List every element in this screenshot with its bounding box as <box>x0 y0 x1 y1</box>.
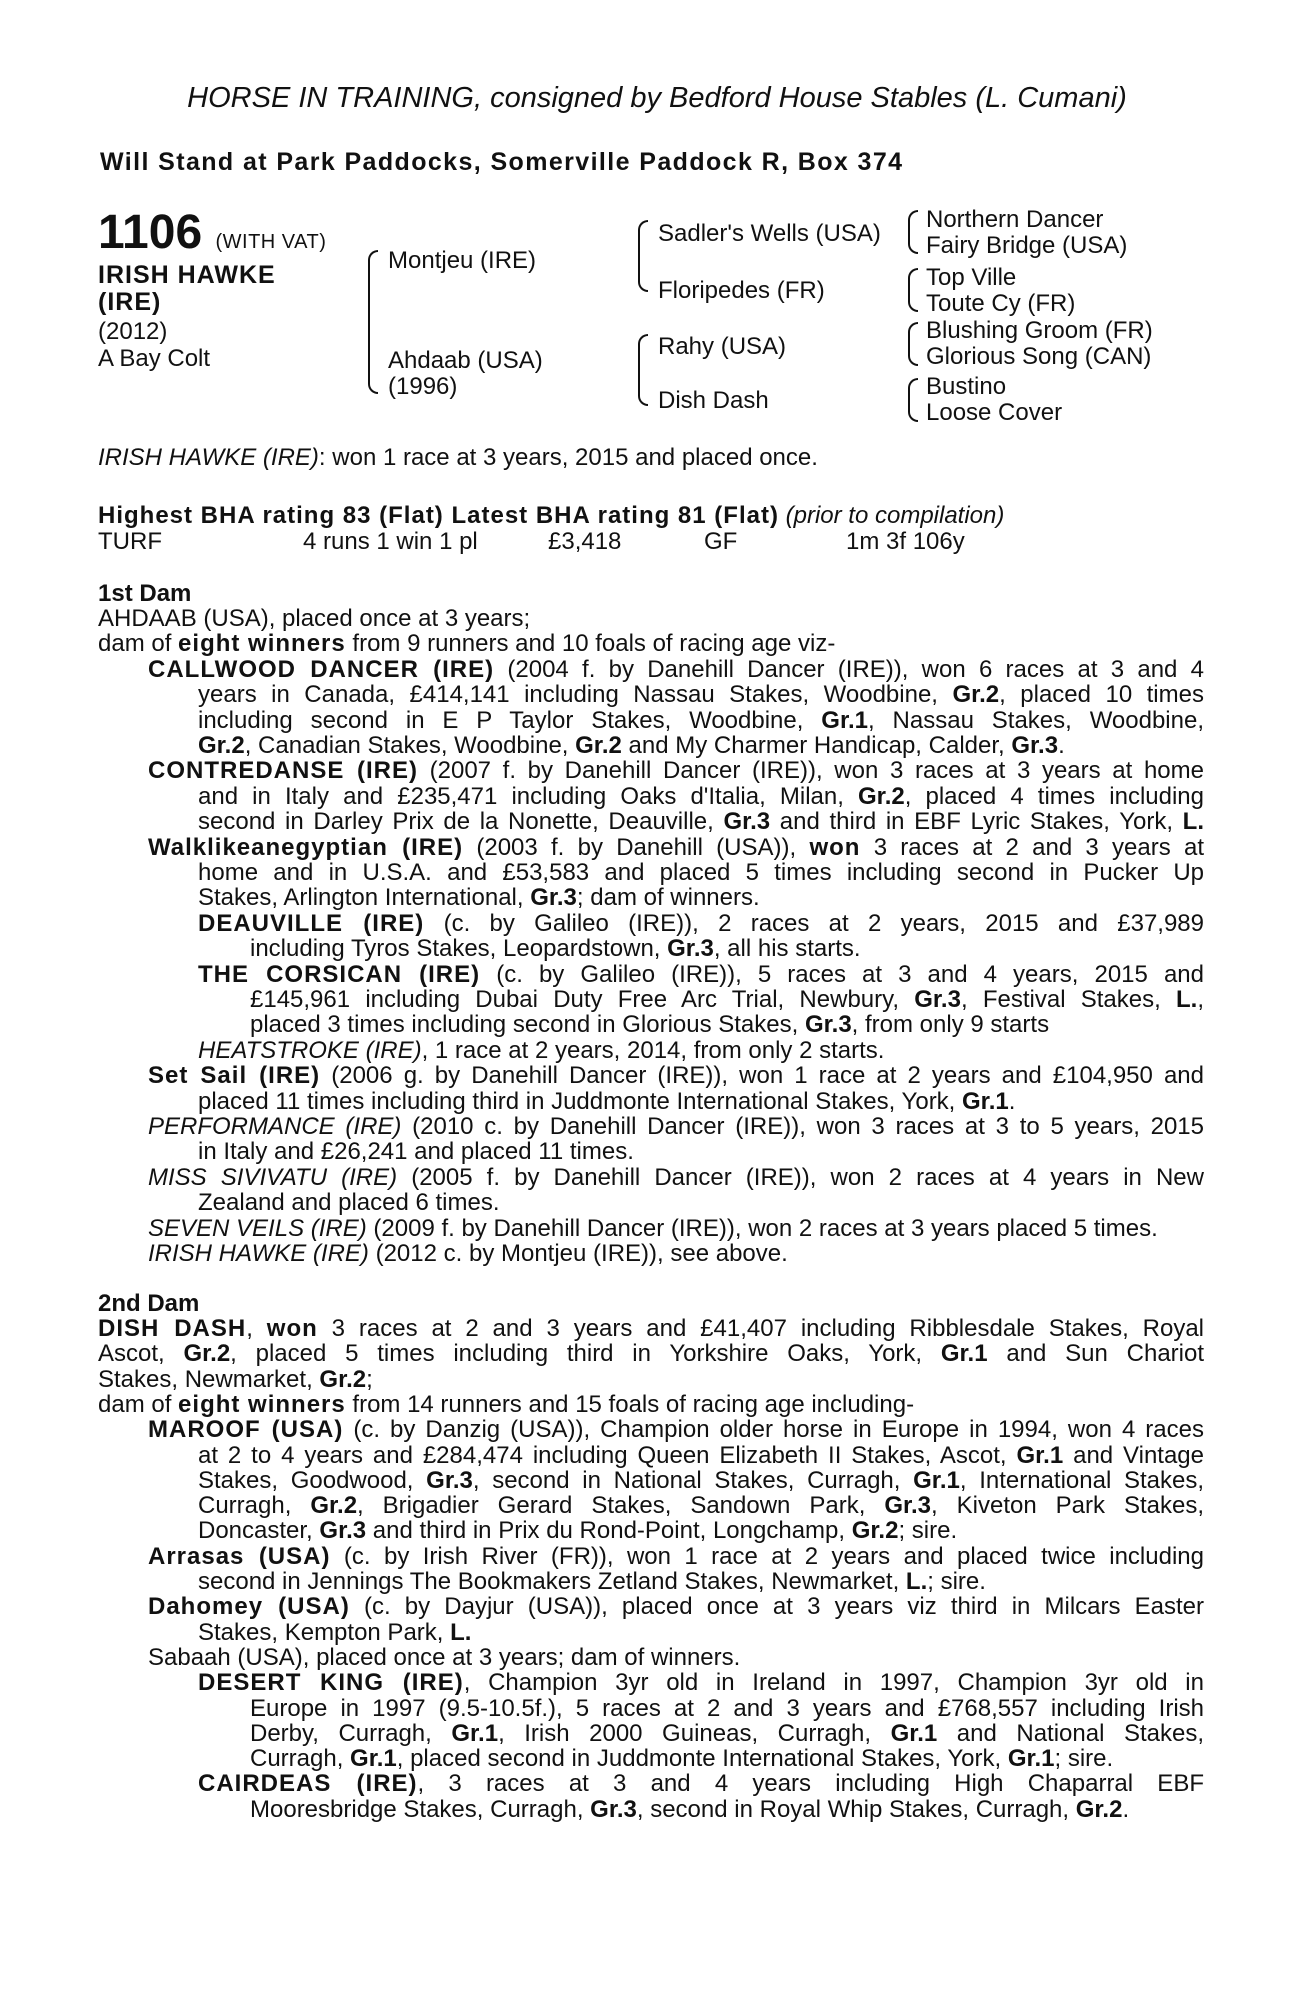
second-dam-heading: 2nd Dam <box>98 1290 200 1317</box>
first-dam-line: second in Darley Prix de la Nonette, Deauville, Gr.3 and third in EBF Lyric Stakes, York, L. <box>198 808 1204 836</box>
consignment-line: HORSE IN TRAINING, consigned by Bedford House Stables (L. Cumani) <box>187 82 1127 114</box>
first-dam-line: PERFORMANCE (IRE) (2010 c. by Danehill Dancer (IRE)), won 3 races at 3 to 5 years, 2015 <box>148 1113 1204 1140</box>
second-dam-line: at 2 to 4 years and £284,474 including Queen Elizabeth II Stakes, Ascot, Gr.1 and Vintage <box>198 1441 1205 1469</box>
first-dam-line: Walklikeanegyptian (IRE) (2003 f. by Danehill (USA)), won 3 races at 2 and 3 years at <box>148 833 1204 861</box>
brace-3d <box>908 378 918 422</box>
second-dam-line: DESERT KING (IRE), Champion 3yr old in Ireland in 1997, Champion 3yr old in <box>198 1669 1204 1697</box>
pedigree-dsd: Glorious Song (CAN) <box>926 343 1152 370</box>
second-dam-line: Sabaah (USA), placed once at 3 years; dam of winners. <box>148 1643 741 1671</box>
first-dam-line: HEATSTROKE (IRE), 1 race at 2 years, 2014, from only 2 starts. <box>198 1036 885 1064</box>
brace-3c <box>908 322 918 366</box>
pedigree-dam-year: (1996) <box>388 373 458 400</box>
first-dam-line: home and in U.S.A. and £53,583 and placed 5 times including second in Pucker Up <box>198 859 1204 886</box>
horse-name-line2: (IRE) <box>98 288 162 316</box>
horse-info <box>98 318 210 372</box>
pedigree-sss: Northern Dancer <box>926 206 1104 233</box>
sire-dam-brace <box>368 250 378 394</box>
second-dam-line: dam of eight winners from 14 runners and 15 foals of racing age including- <box>98 1390 915 1418</box>
second-dam-line: MAROOF (USA) (c. by Danzig (USA)), Champion older horse in Europe in 1994, won 4 races <box>148 1416 1204 1444</box>
first-dam-line: years in Canada, £414,141 including Nassau Stakes, Woodbine, Gr.2, placed 10 times <box>198 681 1204 709</box>
first-dam-line: THE CORSICAN (IRE) (c. by Galileo (IRE)), 5 races at 3 and 4 years, 2015 and <box>198 960 1204 988</box>
foaling-year: (2012) <box>98 318 168 345</box>
bha-rating <box>98 502 1004 530</box>
first-dam-line: Gr.2, Canadian Stakes, Woodbine, Gr.2 and My Charmer Handicap, Calder, Gr.3. <box>198 732 1065 759</box>
second-dam-line: second in Jennings The Bookmakers Zetland Stakes, Newmarket, L.; sire. <box>198 1568 986 1595</box>
second-dam-line: Derby, Curragh, Gr.1, Irish 2000 Guineas, Curragh, Gr.1 and National Stakes, <box>250 1719 1205 1747</box>
first-dam-line: placed 3 times including second in Glorious Stakes, Gr.3, from only 9 starts <box>250 1011 1050 1039</box>
second-dam-line: Stakes, Goodwood, Gr.3, second in National Stakes, Curragh, Gr.1, International Stakes, <box>198 1466 1204 1494</box>
summary-text: : won 1 race at 3 years, 2015 and placed once. <box>318 444 818 471</box>
pedigree-ddd: Loose Cover <box>926 399 1063 426</box>
first-dam-line: IRISH HAWKE (IRE) (2012 c. by Montjeu (IRE)), see above. <box>148 1240 788 1267</box>
first-dam-line: SEVEN VEILS (IRE) (2009 f. by Danehill Dancer (IRE)), won 2 races at 3 years placed 5 times. <box>148 1214 1158 1242</box>
second-dam-line: DISH DASH, won 3 races at 2 and 3 years and £41,407 including Ribblesdale Stakes, Royal <box>98 1315 1204 1342</box>
first-dam-line: MISS SIVIVATU (IRE) (2005 f. by Danehill Dancer (IRE)), won 2 races at 4 years in New <box>148 1163 1204 1191</box>
second-dam-line: Ascot, Gr.2, placed 5 times including third in Yorkshire Oaks, York, Gr.1 and Sun Chariot <box>98 1340 1205 1368</box>
race-summary <box>98 444 818 472</box>
brace-3a <box>908 210 918 254</box>
dam-parents-brace <box>638 334 648 406</box>
turf-distance: 1m 3f 106y <box>846 528 965 555</box>
pedigree-ssd: Fairy Bridge (USA) <box>926 232 1128 259</box>
first-dam-line: DEAUVILLE (IRE) (c. by Galileo (IRE)), 2 races at 2 years, 2015 and £37,989 <box>198 909 1205 937</box>
pedigree-dam: Ahdaab (USA) <box>388 347 543 374</box>
pedigree-dds: Bustino <box>926 373 1007 400</box>
horse-name-line1: IRISH HAWKE <box>98 261 276 289</box>
pedigree-dss: Blushing Groom (FR) <box>926 317 1153 344</box>
first-dam-line: placed 11 times including third in Juddmonte International Stakes, York, Gr.1. <box>198 1087 1016 1115</box>
turf-going: GF <box>704 528 738 555</box>
horse-description: A Bay Colt <box>98 345 211 372</box>
pedigree-sdd: Toute Cy (FR) <box>926 290 1076 317</box>
rating-note: (prior to compilation) <box>785 502 1005 529</box>
second-dam-line: Curragh, Gr.2, Brigadier Gerard Stakes, Sandown Park, Gr.3, Kiveton Park Stakes, <box>198 1492 1205 1520</box>
second-dam-line: Europe in 1997 (9.5-10.5f.), 5 races at 2 and 3 years and £768,557 including Irish <box>250 1694 1204 1722</box>
stand-location: Will Stand at Park Paddocks, Somerville Paddock R, Box 374 <box>100 148 904 176</box>
first-dam-line: CONTREDANSE (IRE) (2007 f. by Danehill Dancer (IRE)), won 3 races at 3 years at home <box>148 757 1204 785</box>
pedigree-sire-sire: Sadler's Wells (USA) <box>658 220 881 247</box>
second-dam-line: Arrasas (USA) (c. by Irish River (FR)), won 1 race at 2 years and placed twice including <box>148 1542 1204 1570</box>
first-dam-line: dam of eight winners from 9 runners and 10 foals of racing age viz- <box>98 630 836 658</box>
first-dam-line: including second in E P Taylor Stakes, Woodbine, Gr.1, Nassau Stakes, Woodbine, <box>198 706 1204 734</box>
second-dam-line: Mooresbridge Stakes, Curragh, Gr.3, second in Royal Whip Stakes, Curragh, Gr.2. <box>250 1795 1130 1823</box>
second-dam-line: Stakes, Newmarket, Gr.2; <box>98 1365 373 1393</box>
lot-number <box>98 205 326 260</box>
first-dam-line: AHDAAB (USA), placed once at 3 years; <box>98 605 531 632</box>
turf-runs: 4 runs 1 win 1 pl <box>303 528 478 555</box>
second-dam-line: CAIRDEAS (IRE), 3 races at 3 and 4 years including High Chaparral EBF <box>198 1770 1204 1798</box>
first-dam-heading: 1st Dam <box>98 580 192 607</box>
pedigree-sire-dam: Floripedes (FR) <box>658 277 825 304</box>
second-dam-line: Dahomey (USA) (c. by Dayjur (USA)), placed once at 3 years viz third in Milcars Easter <box>148 1593 1205 1621</box>
pedigree-sds: Top Ville <box>926 264 1017 291</box>
first-dam-line: in Italy and £26,241 and placed 11 times. <box>198 1138 634 1166</box>
second-dam-line: Curragh, Gr.1, placed second in Juddmonte International Stakes, York, Gr.1; sire. <box>250 1745 1114 1773</box>
second-dam-line: Stakes, Kempton Park, L. <box>198 1618 472 1646</box>
vat-note: (WITH VAT) <box>215 231 327 253</box>
first-dam-line: and in Italy and £235,471 including Oaks d'Italia, Milan, Gr.2, placed 4 times including <box>198 782 1205 810</box>
sire-parents-brace <box>638 220 648 292</box>
pedigree-dam-dam: Dish Dash <box>658 387 769 414</box>
first-dam-line: Stakes, Arlington International, Gr.3; dam of winners. <box>198 884 760 912</box>
pedigree-sire: Montjeu (IRE) <box>388 247 537 274</box>
turf-prize: £3,418 <box>548 528 622 555</box>
brace-3b <box>908 268 918 312</box>
horse-name <box>98 262 276 316</box>
turf-record <box>98 528 1198 556</box>
first-dam-line: including Tyros Stakes, Leopardstown, Gr.3, all his starts. <box>250 935 861 963</box>
second-dam-line: Doncaster, Gr.3 and third in Prix du Rond-Point, Longchamp, Gr.2; sire. <box>198 1517 958 1545</box>
first-dam-line: £145,961 including Dubai Duty Free Arc Trial, Newbury, Gr.3, Festival Stakes, L., <box>250 986 1204 1013</box>
first-dam-line: CALLWOOD DANCER (IRE) (2004 f. by Danehill Dancer (IRE)), won 6 races at 3 and 4 <box>148 655 1204 683</box>
summary-horse-name: IRISH HAWKE (IRE) <box>98 444 319 471</box>
first-dam-line: Set Sail (IRE) (2006 g. by Danehill Dancer (IRE)), won 1 race at 2 years and £104,950 and <box>148 1062 1204 1090</box>
pedigree-dam-sire: Rahy (USA) <box>658 333 787 360</box>
rating-bold: Highest BHA rating 83 (Flat) Latest BHA rating 81 (Flat) <box>98 502 779 529</box>
first-dam-line: Zealand and placed 6 times. <box>198 1189 500 1217</box>
lot-number-value: 1106 <box>98 206 203 259</box>
turf-surface: TURF <box>98 528 162 555</box>
